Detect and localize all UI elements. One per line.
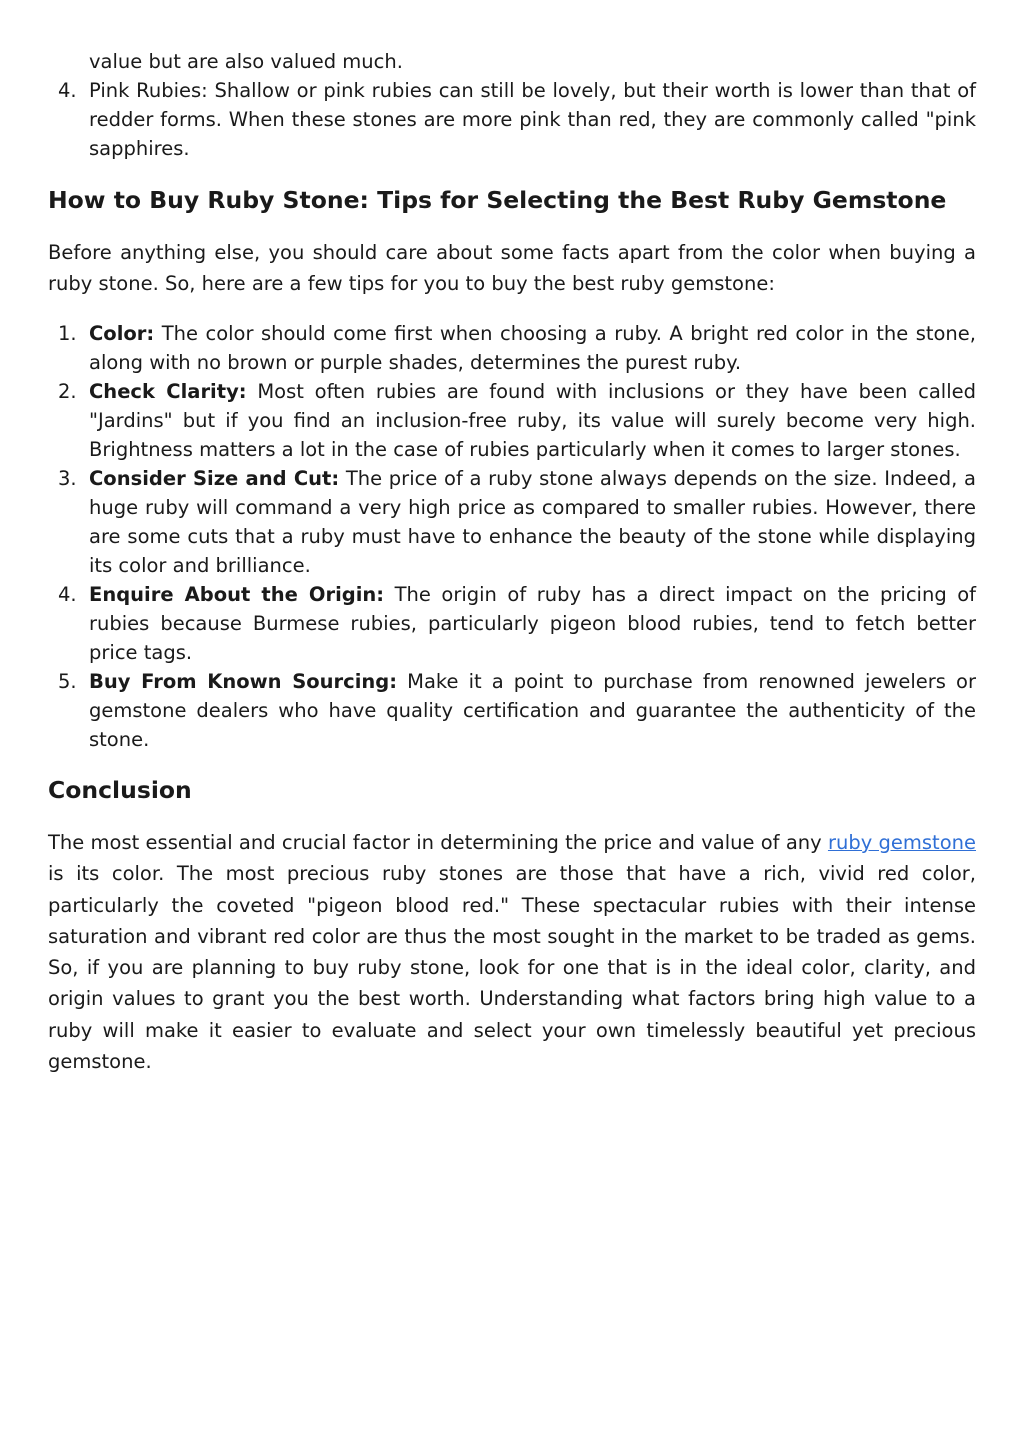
- list-continuation: value but are also valued much.: [89, 50, 403, 73]
- list-number: 3.: [58, 467, 77, 490]
- conclusion-text-end: is its color. The most precious ruby stones are those that have a rich, vivid red color, particularly the coveted "pigeon blood red." These spectacular rubies with their intense saturation and vibrant red color are thus the most sought in the market to be traded as gems. So, if you are planning to buy ruby stone, look for one that is in the ideal color, clarity, and origin values to grant you the best worth. Understanding what factors bring high value to a ruby will make it easier to evaluate and select your own timelessly beautiful yet precious gemstone.: [48, 862, 976, 1074]
- list-item: [48, 580, 976, 667]
- list-item: [48, 76, 976, 163]
- tip-text: The color should come first when choosing a ruby. A bright red color in the stone, along with no brown or purple shades, determines the purest ruby.: [89, 322, 976, 374]
- tips-list: [48, 319, 976, 754]
- ruby-types-list: [48, 76, 976, 163]
- tip-title: Buy From Known Sourcing:: [89, 670, 398, 693]
- list-number: 4.: [58, 79, 77, 102]
- section-heading-conclusion: Conclusion: [48, 776, 192, 804]
- list-item: [48, 667, 976, 754]
- tip-text: Make it a point to purchase from renowned jewelers or gemstone dealers who have quality certification and guarantee the authenticity of the stone.: [89, 670, 976, 751]
- tip-text: The origin of ruby has a direct impact on the pricing of rubies because Burmese rubies, particularly pigeon blood rubies, tend to fetch better price tags.: [89, 583, 977, 664]
- list-item-text: Pink Rubies: Shallow or pink rubies can still be lovely, but their worth is lower than that of redder forms. When these stones are more pink than red, they are commonly called "pink sapphires.: [89, 79, 976, 160]
- list-item: [48, 319, 976, 377]
- ruby-gemstone-link[interactable]: ruby gemstone: [827, 831, 976, 854]
- list-number: 4.: [58, 583, 77, 606]
- tip-text: The price of a ruby stone always depends on the size. Indeed, a huge ruby will command a very high price as compared to smaller rubies. However, there are some cuts that a ruby must have to enhance the beauty of the stone while displaying its color and brilliance.: [89, 467, 976, 577]
- conclusion-text-start: The most essential and crucial factor in determining the price and value of any: [48, 831, 828, 854]
- tip-title: Check Clarity:: [89, 380, 247, 403]
- list-number: 5.: [58, 670, 77, 693]
- tip-title: Enquire About the Origin:: [89, 583, 385, 606]
- section-heading-buying: How to Buy Ruby Stone: Tips for Selecting the Best Ruby Gemstone: [48, 186, 947, 214]
- list-item: [48, 377, 976, 464]
- list-number: 2.: [58, 380, 77, 403]
- buying-intro: Before anything else, you should care about some facts apart from the color when buying a ruby stone. So, here are a few tips for you to buy the best ruby gemstone:: [48, 241, 976, 295]
- list-item: [48, 464, 976, 580]
- tip-title: Consider Size and Cut:: [89, 467, 340, 490]
- tip-text: Most often rubies are found with inclusions or they have been called "Jardins" but if you find an inclusion-free ruby, its value will surely become very high. Brightness matters a lot in the case of rubies particularly when it comes to larger stones.: [89, 380, 976, 461]
- conclusion-paragraph: [48, 827, 976, 1077]
- tip-title: Color:: [89, 322, 155, 345]
- list-number: 1.: [58, 322, 77, 345]
